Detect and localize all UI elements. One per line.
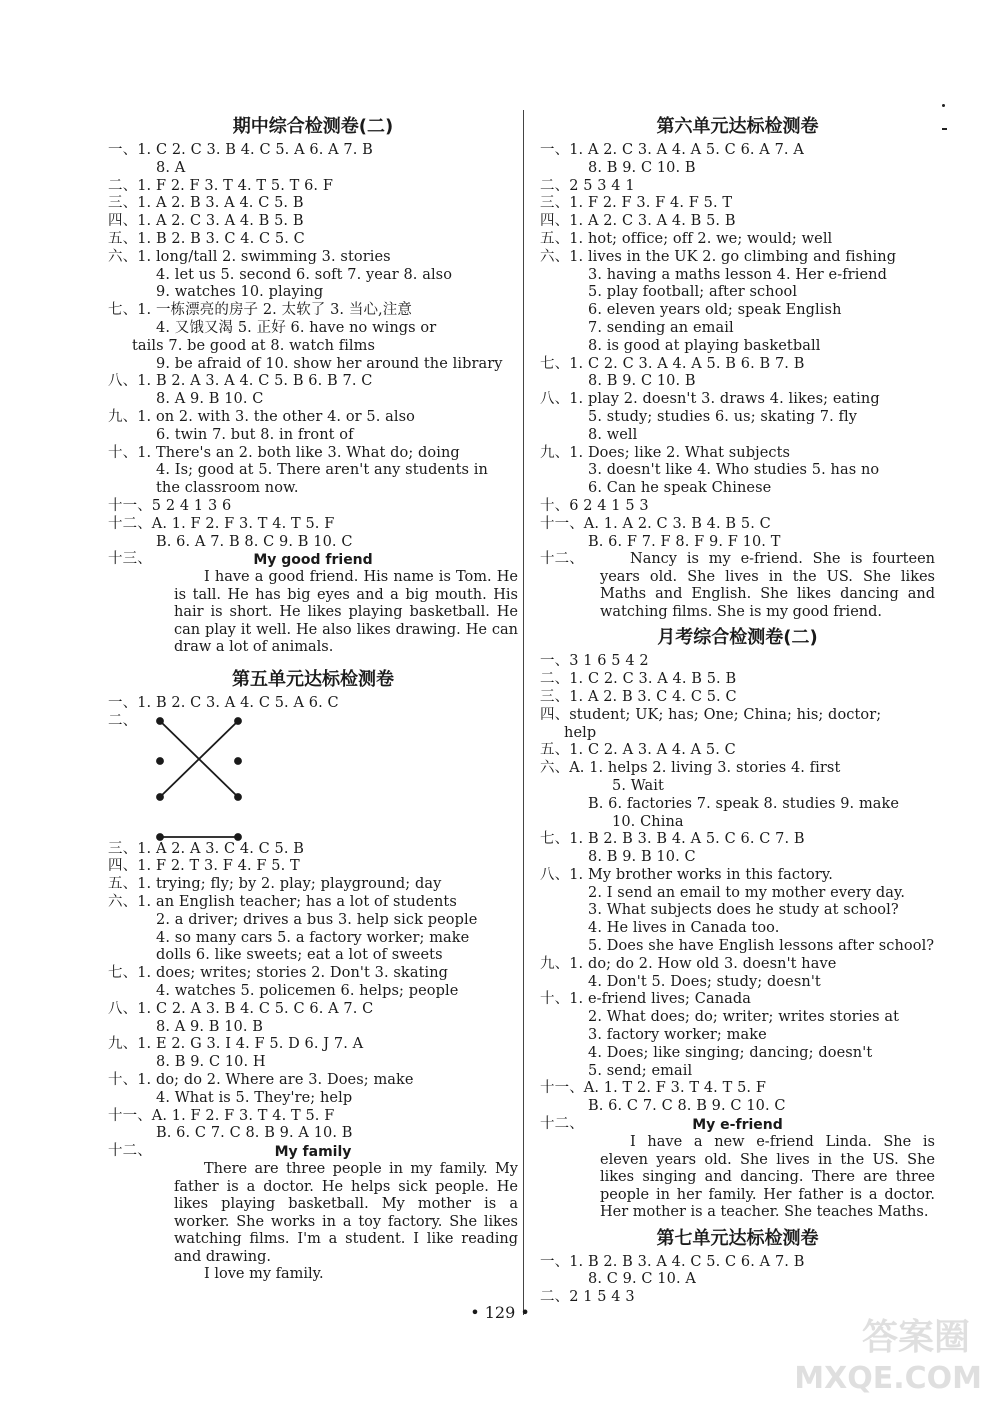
match-dot	[235, 834, 241, 840]
answer-line: 8. B 9. C 10. B	[588, 159, 696, 176]
answer-line: 二、1. C 2. C 3. A 4. B 5. B	[540, 671, 737, 688]
essay-block	[108, 551, 518, 657]
answer-line: 五、1. trying; fly; by 2. play; playground; day	[108, 876, 442, 893]
answer-line: 五、1. B 2. B 3. C 4. C 5. C	[108, 230, 305, 247]
answer-block	[108, 841, 518, 1144]
answer-line: 十一、A. 1. F 2. F 3. T 4. T 5. F	[108, 1107, 335, 1124]
column-divider	[523, 110, 524, 1315]
matching-figure	[108, 713, 518, 841]
answer-line: 6. Can he speak Chinese	[588, 480, 772, 497]
answer-line: 五、1. C 2. A 3. A 4. A 5. C	[540, 742, 736, 759]
answer-block	[540, 653, 935, 1116]
answer-line: 8. B 9. C 10. H	[156, 1054, 266, 1071]
watermark-url: MXQE.COM	[794, 1361, 982, 1396]
watermark	[794, 1305, 990, 1400]
answer-line: 十、1. e-friend lives; Canada	[540, 991, 752, 1008]
match-dot	[235, 758, 241, 764]
page-number: • 129 •	[470, 1303, 530, 1322]
left-column	[108, 110, 518, 1284]
answer-line: 九、1. do; do 2. How old 3. doesn't have	[540, 955, 837, 972]
answer-line: 3. having a maths lesson 4. Her e-friend	[588, 266, 887, 283]
essay-body	[540, 1134, 935, 1222]
answer-line: 二、2 1 5 4 3	[540, 1289, 635, 1306]
essay-paragraph: I love my family.	[204, 1266, 324, 1283]
answer-line: 三、1. F 2. F 3. F 4. F 5. T	[540, 195, 733, 212]
section-title: 期中综合检测卷(二)	[232, 116, 394, 137]
match-dot	[235, 794, 241, 800]
answer-line: 六、A. 1. helps 2. living 3. stories 4. first	[540, 760, 841, 777]
answer-line: 八、1. C 2. A 3. B 4. C 5. C 6. A 7. C	[108, 1000, 374, 1017]
answer-line: 8. B 9. B 10. C	[588, 849, 696, 866]
essay-paragraph: I have a good friend. His name is Tom. He is tall. He has big eyes and a big mouth. His hair is short. He likes playing basketball. He can play it well. He also likes drawing. He can draw a lot of animals.	[174, 569, 518, 656]
answer-block	[540, 142, 935, 551]
answer-line: 九、1. Does; like 2. What subjects	[540, 444, 791, 461]
answer-line: 二、	[108, 712, 138, 729]
answer-line: 九、1. on 2. with 3. the other 4. or 5. also	[108, 408, 416, 425]
answer-line: 8. B 9. C 10. B	[588, 373, 696, 390]
section-title: 第七单元达标检测卷	[656, 1227, 819, 1249]
right-column	[540, 110, 935, 1307]
answer-line: 8. well	[588, 426, 638, 443]
answer-line: 3. factory worker; make	[588, 1027, 767, 1044]
answer-line: the classroom now.	[156, 480, 299, 497]
answer-line: 4. let us 5. second 6. soft 7. year 8. also	[156, 266, 453, 283]
answer-block	[108, 142, 518, 551]
answer-line: 六、1. long/tall 2. swimming 3. stories	[108, 248, 391, 265]
answer-line: dolls 6. like sweets; eat a lot of sweets	[156, 947, 443, 964]
match-dot	[157, 718, 163, 724]
answer-line: 4. so many cars 5. a factory worker; make	[156, 929, 470, 946]
answer-line: 10. China	[612, 813, 684, 830]
answer-line: 十、1. do; do 2. Where are 3. Does; make	[108, 1071, 414, 1088]
essay-block	[108, 1143, 518, 1284]
essay-label: 十三、	[108, 551, 152, 568]
answer-line: 六、1. lives in the UK 2. go climbing and fishing	[540, 248, 897, 265]
answer-line: 一、1. B 2. B 3. A 4. C 5. C 6. A 7. B	[540, 1253, 805, 1270]
essay-block	[540, 551, 935, 621]
answer-line: 2. I send an email to my mother every day.	[588, 884, 906, 901]
answer-line: 七、1. C 2. C 3. A 4. A 5. B 6. B 7. B	[540, 355, 805, 372]
essay-label: 十二、	[108, 1143, 152, 1160]
match-dot	[157, 834, 163, 840]
answer-line: 十一、A. 1. A 2. C 3. B 4. B 5. C	[540, 515, 771, 532]
answer-line: 四、1. A 2. C 3. A 4. B 5. B	[540, 213, 736, 230]
answer-line: B. 6. C 7. C 8. B 9. C 10. C	[588, 1098, 786, 1115]
watermark-logo: 答案圈	[861, 1317, 970, 1358]
essay-label: 十二、	[540, 1116, 584, 1133]
answer-line: 八、1. B 2. A 3. A 4. C 5. B 6. B 7. C	[108, 373, 373, 390]
answer-line: B. 6. F 7. F 8. F 9. F 10. T	[588, 533, 781, 550]
answer-block	[540, 1254, 935, 1307]
answer-line: 5. play football; after school	[588, 284, 798, 301]
answer-line: 四、student; UK; has; One; China; his; doctor;	[540, 706, 882, 723]
answer-line: 4. He lives in Canada too.	[588, 920, 780, 937]
answer-line: 3. doesn't like 4. Who studies 5. has no	[588, 462, 880, 479]
answer-line: 一、1. B 2. C 3. A 4. C 5. A 6. C	[108, 694, 339, 711]
essay-paragraph: I have a new e-friend Linda. She is eleven years old. She lives in the US. She likes singing and dancing. There are three people in her family. Her father is a doctor. Her mother is a teacher. She teaches Maths.	[600, 1134, 935, 1221]
answer-line: 4. watches 5. policemen 6. helps; people	[156, 983, 459, 999]
essay-body	[108, 569, 518, 657]
essay-label: 十二、	[540, 551, 584, 568]
answer-line: 4. What is 5. They're; help	[156, 1089, 353, 1106]
answer-line: 十、1. There's an 2. both like 3. What do; doing	[108, 444, 460, 461]
answer-line: 4. 又饿又渴 5. 正好 6. have no wings or	[156, 319, 437, 336]
match-dot	[157, 794, 163, 800]
scan-speck	[942, 128, 947, 130]
answer-line: 六、1. an English teacher; has a lot of students	[108, 894, 457, 911]
answer-line: 4. Does; like singing; dancing; doesn't	[588, 1044, 873, 1061]
answer-line: 2. a driver; drives a bus 3. help sick people	[156, 911, 478, 928]
essay-paragraph: There are three people in my family. My father is a doctor. He helps sick people. He likes playing basketball. My mother is a worker. She works in a toy factory. She likes watching films. I'm a student. I like reading and drawing.	[174, 1161, 518, 1265]
answer-line: 三、1. A 2. B 3. A 4. C 5. B	[108, 195, 304, 212]
answer-line: 十、6 2 4 1 5 3	[540, 497, 649, 514]
answer-line: 5. Wait	[612, 777, 664, 794]
answer-line: 8. A 9. B 10. C	[156, 391, 264, 408]
answer-line: 4. Is; good at 5. There aren't any students in	[156, 462, 488, 479]
answer-line: 2. What does; do; writer; writes stories at	[588, 1009, 900, 1026]
answer-line: 二、1. F 2. F 3. T 4. T 5. T 6. F	[108, 177, 334, 194]
essay-title: My good friend	[253, 552, 373, 569]
essay-block	[540, 1116, 935, 1222]
answer-line: 十二、A. 1. F 2. F 3. T 4. T 5. F	[108, 515, 335, 532]
answer-line: 3. What subjects does he study at school?	[588, 902, 899, 919]
answer-line: 四、1. F 2. T 3. F 4. F 5. T	[108, 858, 300, 875]
answer-line: 四、1. A 2. C 3. A 4. B 5. B	[108, 213, 304, 230]
answer-line: 八、1. play 2. doesn't 3. draws 4. likes; eating	[540, 391, 880, 408]
answer-line: 9. be afraid of 10. show her around the library	[156, 355, 503, 372]
answer-line: 4. Don't 5. Does; study; doesn't	[588, 973, 821, 990]
section-title: 第六单元达标检测卷	[656, 116, 819, 137]
essay-body	[108, 1161, 518, 1284]
answer-line: 8. C 9. C 10. A	[588, 1271, 696, 1288]
answer-line: 8. A 9. B 10. B	[156, 1018, 264, 1035]
essay-body	[540, 551, 935, 621]
answer-line: 6. twin 7. but 8. in front of	[156, 426, 354, 443]
answer-line: 5. Does she have English lessons after school?	[588, 938, 935, 955]
answer-line: 5. study; studies 6. us; skating 7. fly	[588, 408, 857, 425]
answer-line: 一、3 1 6 5 4 2	[540, 653, 649, 670]
answer-line: 9. watches 10. playing	[156, 284, 324, 301]
answer-line: 一、1. A 2. C 3. A 4. A 5. C 6. A 7. A	[540, 142, 804, 158]
essay-title: My family	[274, 1144, 352, 1161]
answer-line: 三、1. A 2. A 3. C 4. C 5. B	[108, 840, 305, 857]
answer-line: 一、1. C 2. C 3. B 4. C 5. A 6. A 7. B	[108, 142, 373, 158]
answer-line: 7. sending an email	[588, 319, 734, 336]
answer-line: 十一、5 2 4 1 3 6	[108, 497, 232, 514]
scan-speck	[942, 104, 945, 107]
answer-line: B. 6. A 7. B 8. C 9. B 10. C	[156, 533, 353, 550]
answer-line: 5. send; email	[588, 1062, 693, 1079]
answer-line: 八、1. My brother works in this factory.	[540, 866, 833, 883]
answer-line: 6. eleven years old; speak English	[588, 302, 842, 319]
answer-line: tails 7. be good at 8. watch films	[132, 337, 376, 354]
answer-line: 九、1. E 2. G 3. I 4. F 5. D 6. J 7. A	[108, 1036, 364, 1053]
answer-line: B. 6. C 7. C 8. B 9. A 10. B	[156, 1125, 353, 1142]
answer-line: 七、1. does; writes; stories 2. Don't 3. skating	[108, 965, 449, 982]
matching-lines-diagram	[148, 713, 268, 841]
match-dot	[157, 758, 163, 764]
answer-line: 七、1. B 2. B 3. B 4. A 5. C 6. C 7. B	[540, 831, 805, 848]
answer-line: 8. A	[156, 159, 186, 176]
answer-line: 三、1. A 2. B 3. C 4. C 5. C	[540, 688, 737, 705]
answer-line: 8. is good at playing basketball	[588, 337, 821, 354]
section-title: 月考综合检测卷(二)	[657, 627, 818, 649]
match-dot	[235, 718, 241, 724]
answer-line: 五、1. hot; office; off 2. we; would; well	[540, 230, 833, 247]
answer-line: B. 6. factories 7. speak 8. studies 9. make	[588, 795, 900, 812]
answer-line: 十一、A. 1. T 2. F 3. T 4. T 5. F	[540, 1080, 766, 1097]
answer-line: 七、1. 一栋漂亮的房子 2. 太软了 3. 当心,注意	[108, 302, 412, 319]
essay-title: My e-friend	[692, 1117, 783, 1134]
section-title: 第五单元达标检测卷	[232, 668, 394, 690]
answer-line: 二、2 5 3 4 1	[540, 177, 635, 194]
essay-paragraph: Nancy is my e-friend. She is fourteen years old. She lives in the US. She likes Maths and English. She likes dancing and watching films. She is my good friend.	[600, 551, 935, 620]
answer-line: help	[564, 724, 597, 741]
